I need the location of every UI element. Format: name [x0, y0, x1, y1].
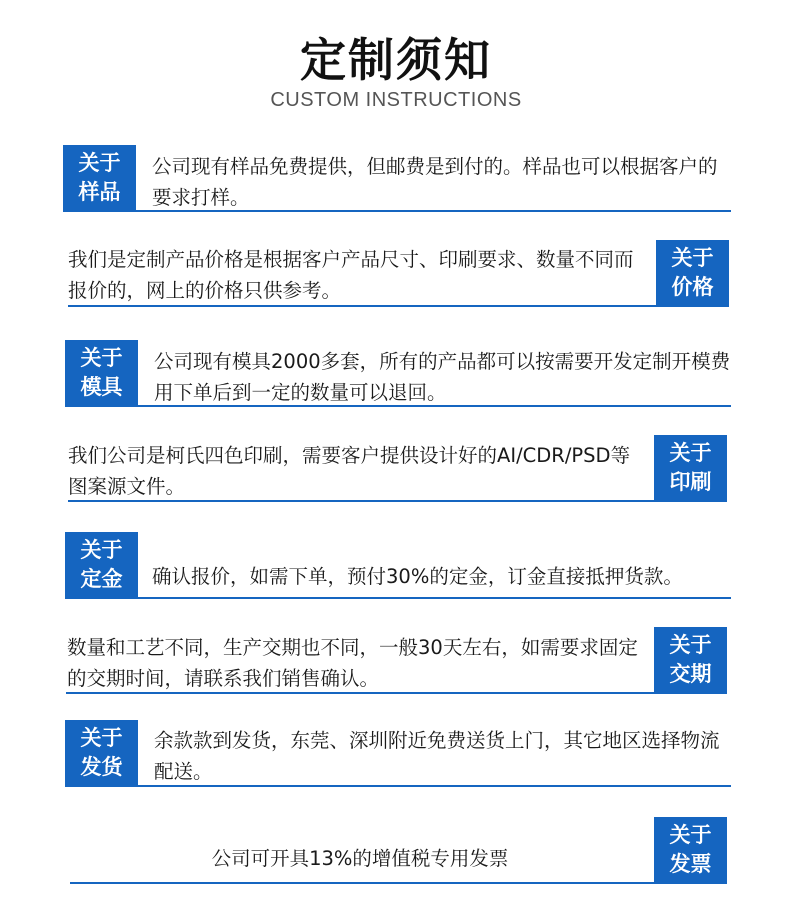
notice-text: 公司现有样品免费提供，但邮费是到付的。样品也可以根据客户的要求打样。 — [152, 155, 718, 209]
page-subtitle: CUSTOM INSTRUCTIONS — [270, 89, 522, 111]
notice-text: 公司现有模具2000多套，所有的产品都可以按需要开发定制开模费用下单后到一定的数量可以退回。 — [154, 350, 731, 404]
notice-text: 我们是定制产品价格是根据客户产品尺寸、印刷要求、数量不同而报价的，网上的价格只供参考。 — [68, 248, 634, 302]
badge-bottom-label: 价格 — [671, 275, 714, 299]
badge-invoice — [654, 817, 727, 883]
badge-top-label: 关于 — [80, 726, 123, 750]
badge-top-label: 关于 — [669, 441, 712, 465]
notice-text: 余款款到发货，东莞、深圳附近免费送货上门，其它地区选择物流配送。 — [154, 729, 720, 783]
notice-text: 数量和工艺不同，生产交期也不同，一般30天左右，如需要求固定的交期时间，请联系我们销售确认。 — [67, 636, 638, 690]
badge-top-label: 关于 — [78, 151, 121, 175]
badge-top-label: 关于 — [80, 538, 123, 562]
badge-top-label: 关于 — [669, 823, 712, 847]
badge-shipping — [65, 720, 138, 786]
badge-printing — [654, 435, 727, 501]
notice-text: 我们公司是柯氏四色印刷，需要客户提供设计好的AI/CDR/PSD等图案源文件。 — [68, 444, 631, 498]
badge-bottom-label: 印刷 — [669, 470, 712, 494]
badge-samples — [63, 145, 136, 211]
underline — [65, 597, 731, 599]
badge-bottom-label: 定金 — [80, 567, 123, 591]
notice-text: 确认报价，如需下单，预付30%的定金，订金直接抵押货款。 — [152, 565, 683, 588]
badge-bottom-label: 样品 — [78, 180, 121, 204]
underline — [70, 882, 727, 884]
badge-delivery-time — [654, 627, 727, 693]
badge-price — [656, 240, 729, 306]
badge-top-label: 关于 — [80, 346, 123, 370]
badge-bottom-label: 模具 — [80, 375, 123, 399]
badge-bottom-label: 交期 — [669, 662, 712, 686]
badge-top-label: 关于 — [671, 246, 714, 270]
badge-mould — [65, 340, 138, 406]
badge-bottom-label: 发票 — [669, 852, 712, 876]
badge-deposit — [65, 532, 138, 598]
badge-bottom-label: 发货 — [80, 755, 123, 779]
page-title: 定制须知 — [300, 33, 492, 87]
badge-top-label: 关于 — [669, 633, 712, 657]
notice-text: 公司可开具13%的增值税专用发票 — [211, 847, 509, 870]
